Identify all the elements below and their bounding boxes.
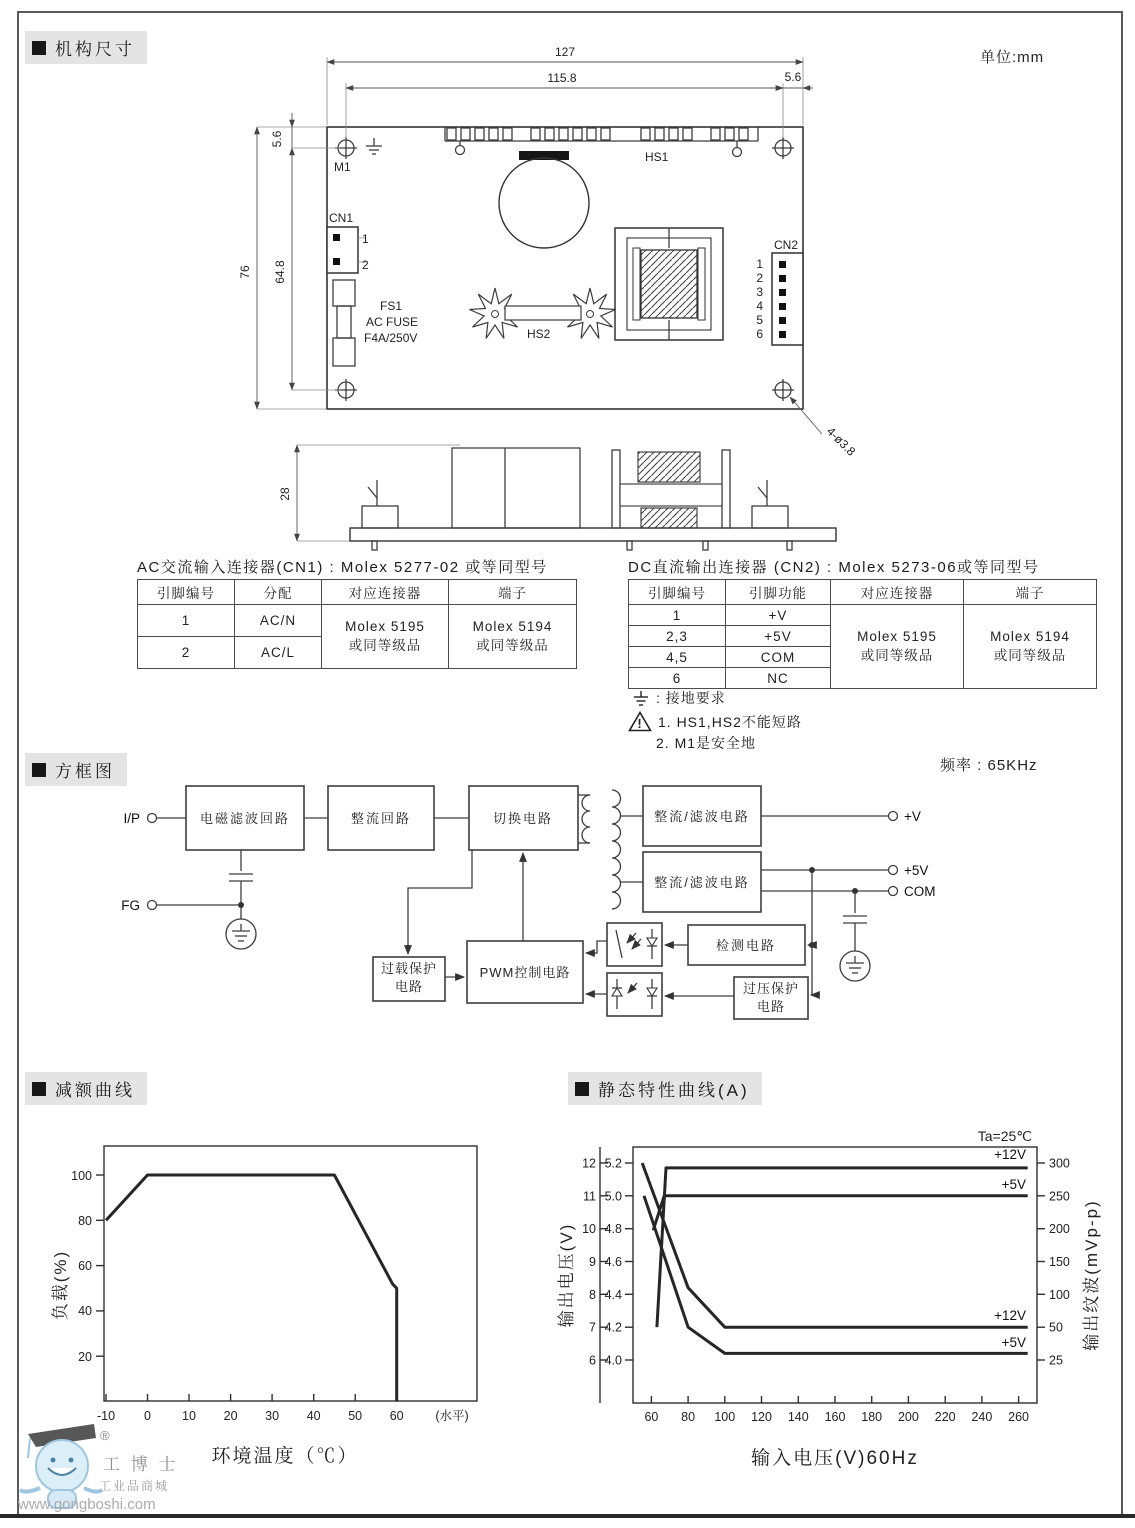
- cn1-terminal-line: 或同等级品: [476, 638, 549, 653]
- cn2-connector-line: Molex 5195: [857, 629, 937, 644]
- in-v-tick: 4.6: [604, 1255, 622, 1269]
- fs1-label: FS1: [380, 299, 403, 313]
- fuse-rating-label: F4A/250V: [364, 331, 418, 345]
- ripple-tick: 250: [1049, 1189, 1070, 1204]
- cn1-pin2-label: 2: [362, 258, 369, 272]
- in-v-tick: 4.2: [604, 1320, 622, 1335]
- cn1-cell: AC/L: [235, 637, 322, 669]
- hs2-label: HS2: [527, 327, 551, 341]
- cn2-pin-label: 3: [756, 285, 763, 299]
- cn1-connector-line: 或同等级品: [348, 638, 422, 653]
- ripple-tick: 100: [1049, 1287, 1070, 1302]
- warning-note-text: 2. M1是安全地: [656, 735, 757, 751]
- ripple-tick: 25: [1049, 1353, 1063, 1368]
- cn2-cell: 2,3: [629, 626, 726, 647]
- cn1-cell: AC/N: [235, 605, 322, 637]
- cn2-pin-label: 6: [756, 327, 763, 341]
- in-v-tick: 4.8: [604, 1222, 622, 1237]
- derating-ylabel: 负载(%): [51, 1249, 70, 1321]
- x-tick: 260: [1008, 1410, 1030, 1424]
- ripple-tick: 300: [1049, 1156, 1070, 1171]
- derating-xlabel: 环境温度（℃）: [211, 1446, 359, 1467]
- derating-chart: [51, 1146, 477, 1467]
- out-v-tick: 10: [582, 1222, 596, 1237]
- ip-terminal-label: I/P: [123, 811, 140, 826]
- cn1-cell: 2: [138, 637, 235, 669]
- x-tick: 0: [144, 1409, 151, 1423]
- hole-diameter-label: 4-ø3.8: [823, 424, 859, 459]
- dim-28: 28: [278, 487, 292, 501]
- x-tick: 60: [389, 1409, 404, 1423]
- cn2-header: 引脚编号: [629, 580, 726, 605]
- x-tick: 10: [182, 1409, 196, 1423]
- in-v-tick: 5.2: [604, 1156, 622, 1171]
- m1-label: M1: [334, 160, 351, 174]
- unit-label: 单位:mm: [980, 49, 1045, 66]
- y-tick: 80: [78, 1214, 92, 1228]
- dim-127: 127: [554, 45, 576, 59]
- static-chart: [557, 1128, 1101, 1469]
- detect-label: 检测电路: [715, 938, 777, 953]
- static-ylabel-left: 输出电压(V): [557, 1222, 576, 1328]
- out-v-tick: 8: [589, 1287, 596, 1302]
- ovp-label-2: 电路: [756, 999, 786, 1014]
- section-title: 减额曲线: [55, 1081, 135, 1100]
- ripple-tick: 150: [1049, 1255, 1070, 1269]
- frequency-label: 频率 : 65KHz: [940, 757, 1038, 774]
- out-v-tick: 12: [582, 1156, 596, 1171]
- cn2-pin-label: 4: [756, 299, 763, 313]
- dim-5-6-right: 5.6: [784, 70, 802, 84]
- out-v-tick: 9: [589, 1255, 596, 1269]
- static-plot-box: [633, 1147, 1037, 1403]
- cn1-header: 引脚编号: [138, 580, 235, 605]
- fg-terminal-label: FG: [121, 898, 140, 913]
- section-title: 方框图: [55, 762, 115, 781]
- cn2-connector-line: 或同等级品: [860, 648, 934, 663]
- x-tick: 120: [751, 1410, 772, 1424]
- static-ticks: [600, 1163, 1045, 1403]
- cn2-cell: NC: [726, 668, 831, 689]
- cn1-header: 端子: [449, 580, 577, 605]
- static-ylabel-right: 输出纹波(mVp-p): [1082, 1199, 1101, 1351]
- y-tick: 20: [78, 1350, 92, 1364]
- x-tick: 30: [265, 1409, 280, 1423]
- derating-curve: [106, 1175, 397, 1402]
- x-tick: 50: [348, 1409, 363, 1423]
- x-tick: 200: [897, 1410, 919, 1424]
- curve-label-5v-top: +5V: [1001, 1177, 1026, 1192]
- cn2-cell: 1: [629, 605, 726, 626]
- switching-label: 切换电路: [492, 811, 554, 826]
- cn2-cell: +V: [726, 605, 831, 626]
- emi-filter-label: 电磁滤波回路: [199, 811, 291, 826]
- cn2-table-title: DC直流输出连接器 (CN2) : Molex 5273-06或等同型号: [628, 559, 1040, 576]
- cn2-cell: 4,5: [629, 647, 726, 668]
- cn2-cell: 6: [629, 668, 726, 689]
- rectifier-label: 整流回路: [350, 811, 412, 826]
- dim-76: 76: [238, 265, 252, 279]
- curve-label-12v-top: +12V: [994, 1147, 1026, 1162]
- section-title: 机构尺寸: [55, 40, 135, 59]
- cn1-terminal-line: Molex 5194: [472, 619, 553, 634]
- curve-label-5v-bottom: +5V: [1001, 1335, 1026, 1350]
- dim-115-8: 115.8: [547, 71, 577, 85]
- ripple-tick: 50: [1049, 1320, 1063, 1335]
- out-v-tick: 7: [589, 1320, 596, 1335]
- cn2-terminal-line: 或同等级品: [993, 648, 1067, 663]
- cn1-table-title: AC交流输入连接器(CN1) : Molex 5277-02 或等同型号: [137, 559, 548, 576]
- cn1-label: CN1: [329, 211, 354, 225]
- ovp-label-1: 过压保护: [742, 981, 800, 996]
- v-plus-label: +V: [904, 809, 921, 824]
- x-tick: 180: [861, 1410, 883, 1424]
- cn2-label: CN2: [774, 238, 799, 252]
- curve-12v-ripple: [642, 1163, 1027, 1327]
- ground-note-text: : 接地要求: [656, 690, 726, 706]
- rect-filter-label-2: 整流/滤波电路: [654, 875, 750, 890]
- svg-text:!: !: [637, 716, 643, 731]
- hs1-label: HS1: [645, 150, 669, 164]
- y-tick: 60: [78, 1259, 92, 1273]
- registered-mark: ®: [100, 1428, 110, 1443]
- cn1-header: 分配: [235, 580, 322, 605]
- curve-12v-voltage: [657, 1168, 1028, 1327]
- cn2-pin-label: 1: [756, 257, 763, 271]
- fuse-type-label: AC FUSE: [366, 315, 419, 329]
- cn2-header: 对应连接器: [831, 580, 964, 605]
- out-v-tick: 11: [583, 1189, 596, 1204]
- in-v-tick: 4.4: [604, 1287, 622, 1302]
- derating-plot-box: [104, 1146, 477, 1401]
- curve-5v-voltage: [653, 1196, 1027, 1231]
- cn2-pin-label: 2: [756, 271, 763, 285]
- pwm-label: PWM控制电路: [479, 965, 571, 980]
- x-tick: 80: [681, 1410, 696, 1424]
- cn1-connector-line: Molex 5195: [345, 619, 425, 634]
- x-unit-tick: (水平): [435, 1409, 469, 1423]
- cn2-cell: COM: [726, 647, 831, 668]
- cn2-cell: +5V: [726, 626, 831, 647]
- warning-note-text: 1. HS1,HS2不能短路: [658, 713, 802, 730]
- watermark-brand: 工 博 士: [103, 1455, 179, 1474]
- static-xlabel: 输入电压(V)60Hz: [751, 1448, 919, 1469]
- y-tick: 40: [78, 1304, 92, 1318]
- dim-5-6-top: 5.6: [270, 130, 284, 148]
- x-tick: 160: [824, 1410, 846, 1424]
- overload-label-1: 过载保护: [380, 961, 438, 976]
- watermark-url: www.gongboshi.com: [18, 1496, 156, 1513]
- in-v-tick: 5.0: [604, 1189, 622, 1204]
- ripple-tick: 200: [1049, 1222, 1070, 1237]
- cn1-cell: 1: [138, 605, 235, 637]
- cn2-header: 引脚功能: [726, 580, 831, 605]
- cn2-header: 端子: [964, 580, 1097, 605]
- mascot-face: [36, 1440, 88, 1492]
- overload-label-2: 电路: [394, 979, 424, 994]
- y-tick: 100: [71, 1169, 92, 1183]
- x-tick: 20: [223, 1409, 238, 1423]
- v5-label: +5V: [904, 863, 929, 878]
- curve-label-12v-bottom: +12V: [994, 1308, 1026, 1323]
- x-tick: 240: [971, 1410, 993, 1424]
- x-tick: 100: [714, 1410, 736, 1424]
- out-v-tick: 6: [589, 1353, 596, 1368]
- x-tick: 220: [934, 1410, 956, 1424]
- rect-filter-label-1: 整流/滤波电路: [654, 809, 750, 824]
- section-title: 静态特性曲线(A): [598, 1081, 750, 1100]
- x-tick: 60: [644, 1410, 659, 1424]
- temperature-annotation: Ta=25℃: [977, 1128, 1032, 1144]
- cn2-pin-label: 5: [756, 313, 763, 327]
- x-tick: -10: [96, 1409, 116, 1423]
- watermark-subtitle: 工业品商城: [99, 1479, 170, 1493]
- x-tick: 40: [306, 1409, 321, 1423]
- cn1-pin1-label: 1: [362, 232, 369, 246]
- dim-64-8: 64.8: [273, 260, 287, 284]
- cn2-terminal-line: Molex 5194: [990, 629, 1070, 644]
- x-tick: 140: [787, 1410, 809, 1424]
- curve-5v-ripple: [644, 1196, 1028, 1354]
- in-v-tick: 4.0: [604, 1353, 622, 1368]
- cn1-header: 对应连接器: [322, 580, 449, 605]
- com-label: COM: [904, 884, 936, 899]
